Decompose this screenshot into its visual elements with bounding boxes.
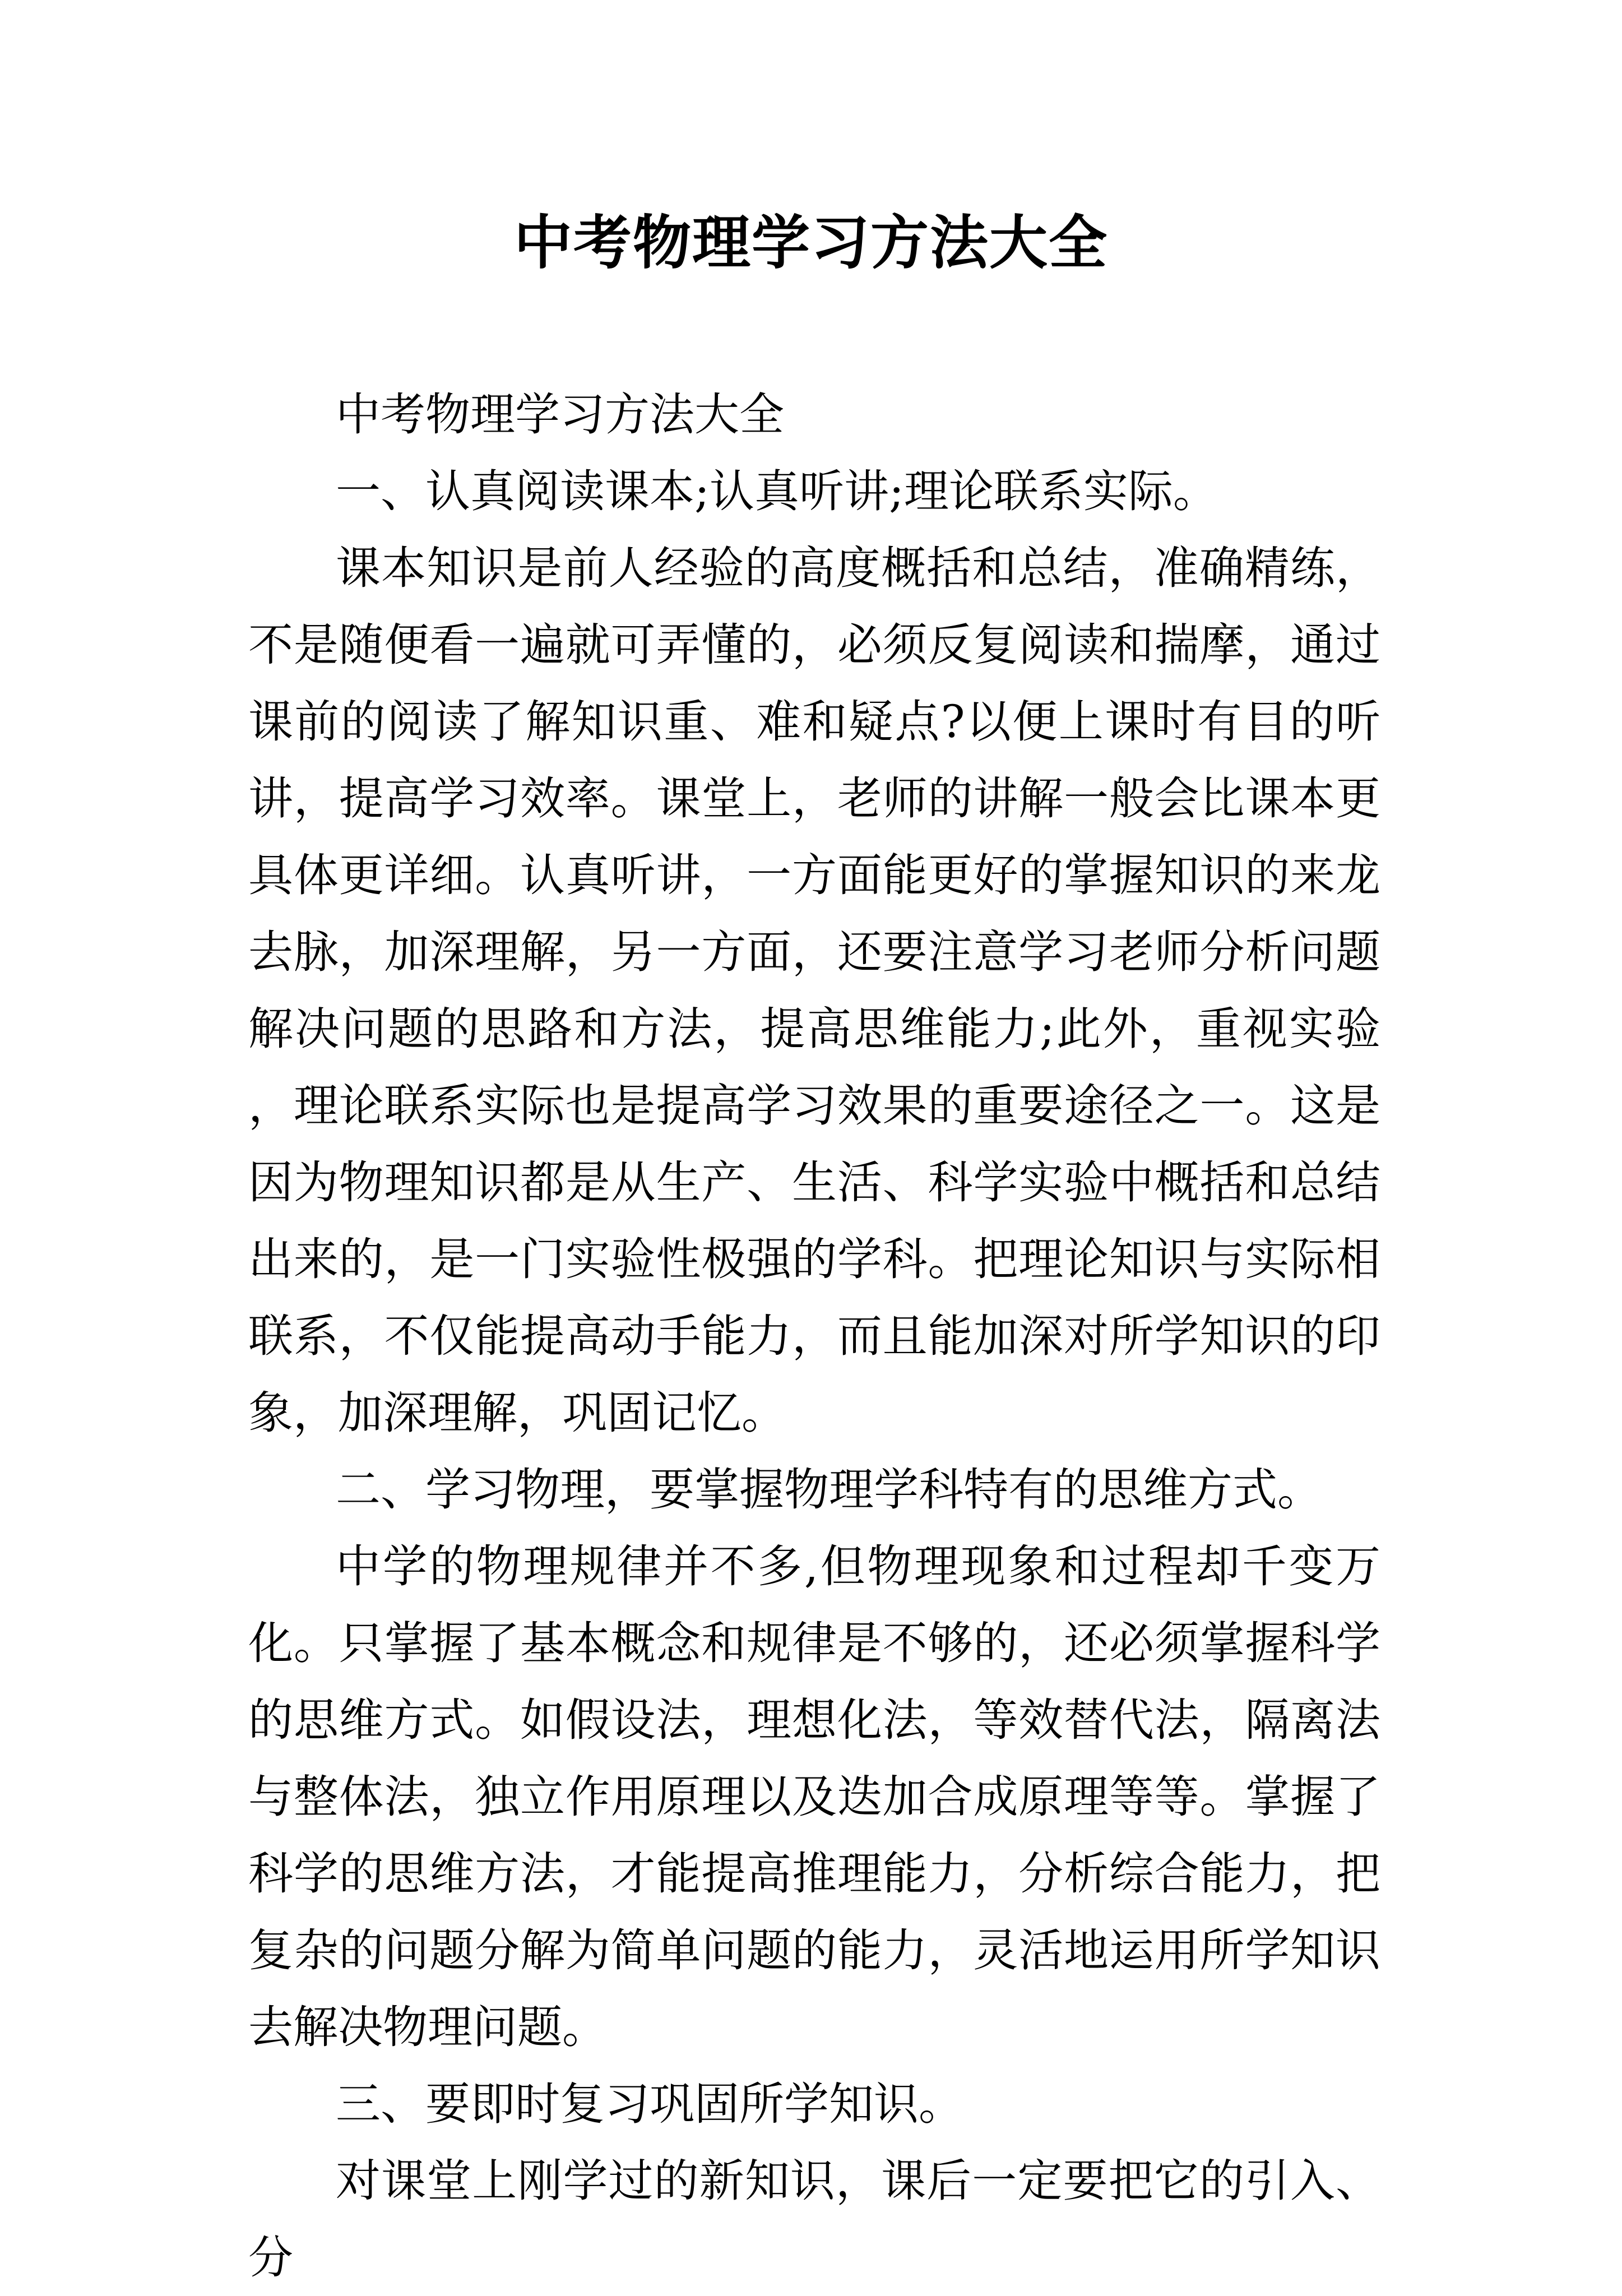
paragraph-section-2-heading: 二、学习物理，要掌握物理学科特有的思维方式。 (336, 1464, 1322, 1516)
paragraph-section-3-heading: 三、要即时复习巩固所学知识。 (336, 2078, 963, 2130)
paragraph-section-1-heading: 一、认真阅读课本;认真听讲;理论联系实际。 (336, 465, 1218, 517)
paragraph-section-1-body: 课本知识是前人经验的高度概括和总结，准确精练，不是随便看一遍就可弄懂的，必须反复阅读和揣摩，通过课前的阅读了解知识重、难和疑点?以便上课时有目的听讲，提高学习效率。课堂上，老师的讲解一般会比课本更具体更详细。认真听讲，一方面能更好的掌握知识的来龙去脉，加深理解，另一方面，还要注意学习老师分析问题解决问题的思路和方法，提高思维能力;此外，重视实验，理论联系实际也是提高学习效果的重要途径之一。这是因为物理知识都是从生产、生活、科学实验中概括和总结出来的，是一门实验性极强的学科。把理论知识与实际相联系，不仅能提高动手能力，而且能加深对所学知识的印象，加深理解，巩固记忆。 (248, 542, 1380, 1439)
document-body (248, 376, 1380, 2296)
paragraph-section-2-body: 中学的物理规律并不多,但物理现象和过程却千变万化。只掌握了基本概念和规律是不够的，还必须掌握科学的思维方式。如假设法，理想化法，等效替代法，隔离法与整体法，独立作用原理以及迭加合成原理等等。掌握了科学的思维方法，才能提高推理能力，分析综合能力，把复杂的问题分解为简单问题的能力，灵活地运用所学知识去解决物理问题。 (248, 1540, 1380, 2053)
paragraph-section-3-body: 对课堂上刚学过的新知识，课后一定要把它的引入、分 (248, 2155, 1380, 2284)
paragraph-heading: 中考物理学习方法大全 (336, 388, 784, 441)
document-title: 中考物理学习方法大全 (513, 208, 1108, 277)
